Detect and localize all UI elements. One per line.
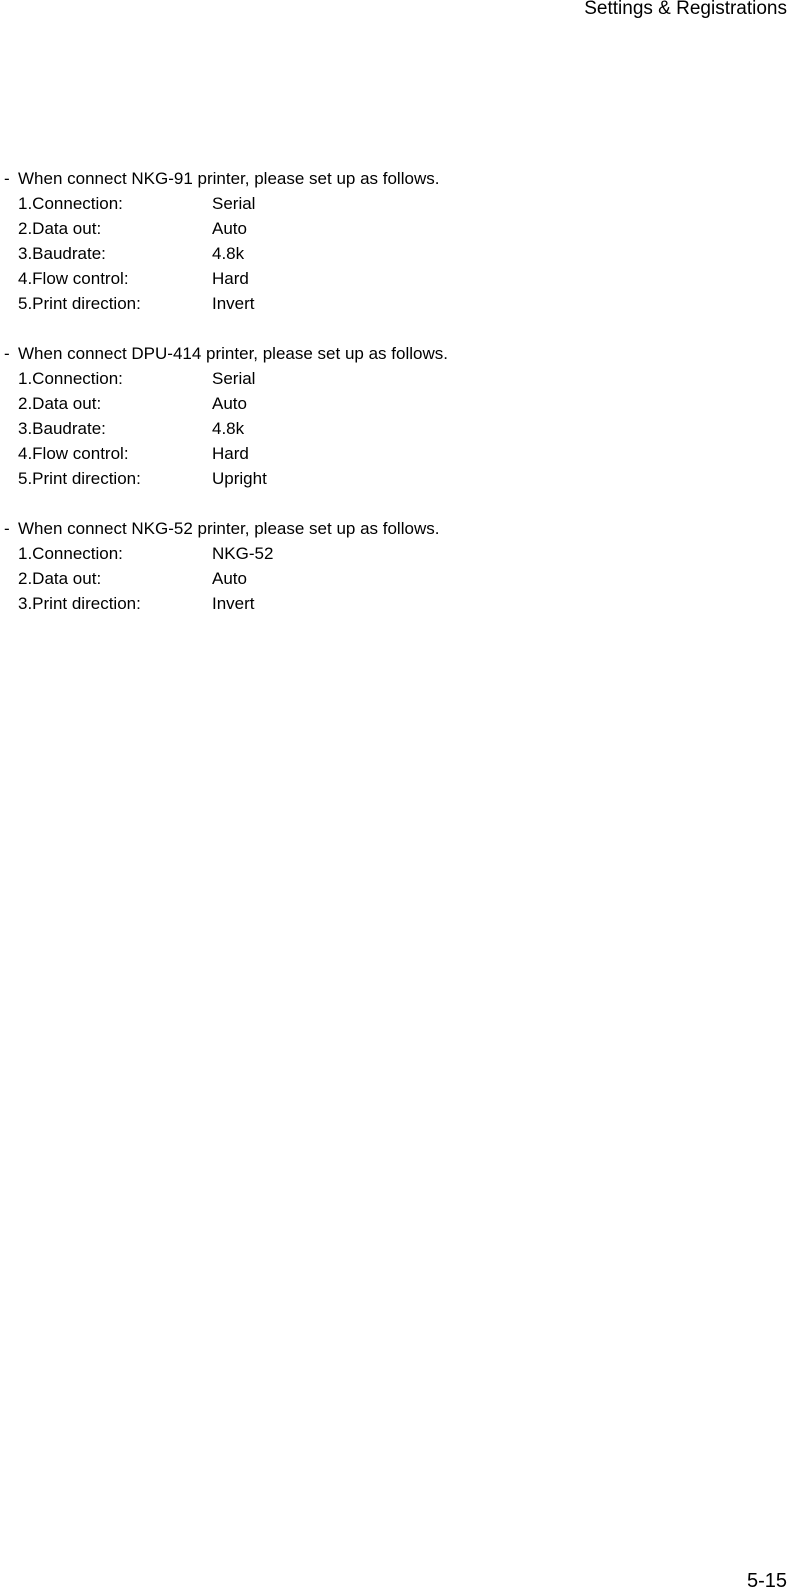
printer-section-nkg-52 (0, 516, 780, 616)
setting-row (0, 466, 780, 491)
bullet-dash: - (4, 519, 10, 538)
setting-label: 2.Data out: (18, 219, 102, 238)
setting-label: 1.Connection: (18, 194, 123, 213)
setting-value: Hard (212, 269, 249, 288)
setting-value: NKG-52 (212, 544, 274, 563)
bullet-dash: - (4, 344, 10, 363)
setting-value: Invert (212, 594, 255, 613)
setting-label: 2.Data out: (18, 569, 102, 588)
setting-value: 4.8k (212, 419, 245, 438)
setting-row (0, 241, 780, 266)
setting-row (0, 566, 780, 591)
setting-value: Hard (212, 444, 249, 463)
printer-section-nkg-91 (0, 166, 780, 316)
setting-row (0, 416, 780, 441)
intro-text: When connect NKG-52 printer, please set up as follows. (18, 519, 440, 538)
setting-value: Serial (212, 369, 256, 388)
running-header: Settings & Registrations (584, 0, 787, 19)
setting-row (0, 541, 780, 566)
setting-label: 1.Connection: (18, 544, 123, 563)
setting-row (0, 266, 780, 291)
setting-row (0, 291, 780, 316)
setting-value: Upright (212, 469, 267, 488)
setting-value: Auto (212, 394, 247, 413)
intro-text: When connect DPU-414 printer, please set up as follows. (18, 344, 448, 363)
setting-label: 3.Print direction: (18, 594, 141, 613)
setting-row (0, 216, 780, 241)
setting-row (0, 441, 780, 466)
settings-list (0, 366, 780, 491)
setting-value: Auto (212, 569, 247, 588)
settings-list (0, 191, 780, 316)
setting-row (0, 591, 780, 616)
setting-label: 2.Data out: (18, 394, 102, 413)
section-intro (0, 166, 780, 191)
setting-label: 4.Flow control: (18, 444, 129, 463)
section-intro (0, 341, 780, 366)
setting-value: 4.8k (212, 244, 245, 263)
setting-label: 1.Connection: (18, 369, 123, 388)
setting-row (0, 391, 780, 416)
page-number: 5-15 (746, 1570, 787, 1592)
setting-value: Serial (212, 194, 256, 213)
setting-label: 3.Baudrate: (18, 244, 106, 263)
setting-value: Invert (212, 294, 255, 313)
bullet-dash: - (4, 169, 10, 188)
page-content (0, 166, 780, 641)
settings-list (0, 541, 780, 616)
setting-value: Auto (212, 219, 247, 238)
setting-label: 5.Print direction: (18, 469, 141, 488)
setting-row (0, 191, 780, 216)
section-intro (0, 516, 780, 541)
setting-row (0, 366, 780, 391)
setting-label: 3.Baudrate: (18, 419, 106, 438)
setting-label: 4.Flow control: (18, 269, 129, 288)
intro-text: When connect NKG-91 printer, please set up as follows. (18, 169, 440, 188)
printer-section-dpu-414 (0, 341, 780, 491)
setting-label: 5.Print direction: (18, 294, 141, 313)
